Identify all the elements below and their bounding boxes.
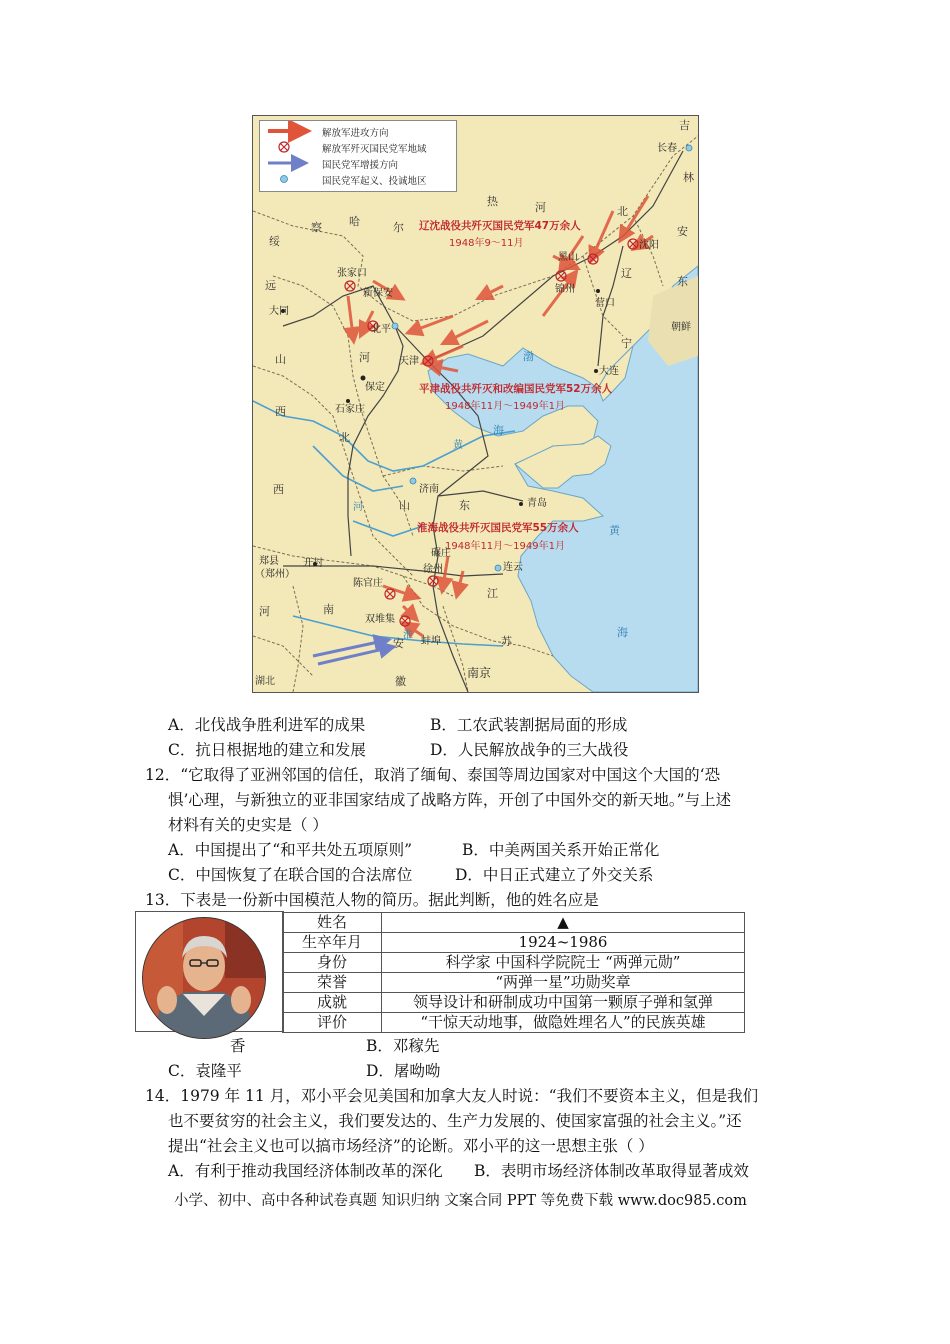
table-key: 评价 — [283, 1013, 382, 1033]
prov-shan: 山 — [275, 353, 286, 366]
prov-anhui-an: 安 — [393, 637, 404, 650]
table-row — [283, 973, 745, 993]
pingjin-campaign-dates: 1948年11月～1949年1月 — [445, 401, 565, 412]
sea-bohai-hai: 海 — [493, 424, 504, 437]
city-datong: 大同 — [269, 306, 289, 317]
prov-shandong-dong: 东 — [459, 499, 470, 512]
prov-henan-nan: 南 — [323, 603, 334, 616]
portrait-illustration — [143, 918, 265, 1038]
q14-option-a: A．有利于推动我国经济体制改革的深化 — [168, 1162, 443, 1180]
map-legend — [259, 120, 457, 192]
table-key: 姓名 — [283, 913, 382, 933]
prov-dong: 东 — [677, 275, 688, 288]
city-kaifeng: 开封 — [303, 558, 323, 569]
city-zhengzhou: （郑州） — [255, 569, 295, 580]
q12-stem-line1: 12．“它取得了亚洲邻国的信任，取消了缅甸、泰国等周边国家对中国这个大国的‘恐 — [145, 766, 721, 784]
table-value: 领导设计和研制成功中国第一颗原子弹和氢弹 — [382, 993, 745, 1013]
q13-option-a-fragment: 香 — [230, 1037, 246, 1055]
city-nanjing: 南京 — [467, 666, 492, 680]
river-huai: 淮 — [403, 630, 413, 641]
prov-bei: 北 — [617, 205, 628, 218]
prov-xi-2: 西 — [273, 483, 284, 496]
q12-option-a: A．中国提出了“和平共处五项原则” — [168, 841, 413, 859]
prov-yuan: 远 — [265, 279, 276, 292]
table-value: 1924~1986 — [382, 933, 745, 953]
q12-stem-line2: 惧’心理，与新独立的亚非国家结成了战略方阵，开创了中国外交的新天地。”与上述 — [168, 791, 732, 809]
q14-option-b: B．表明市场经济体制改革取得显著成效 — [474, 1162, 749, 1180]
river-huang: 黄 — [453, 440, 463, 451]
table-row — [283, 953, 745, 973]
prov-he: 河 — [535, 201, 546, 214]
q14-stem-line2: 也不要贫穷的社会主义，我们要发达的、生产力发展的、使国家富强的社会主义。”还 — [168, 1112, 742, 1130]
table-value: ▲ — [382, 913, 745, 933]
q12-option-d: D．中日正式建立了外交关系 — [455, 866, 654, 884]
q12-option-c: C．中国恢复了在联合国的合法席位 — [168, 866, 413, 884]
city-changchun: 长春 — [657, 143, 677, 154]
reinforcement-arrows — [313, 641, 388, 664]
prov-jiangsu-jiang: 江 — [487, 587, 498, 600]
q12-stem-line3: 材料有关的史实是（ ） — [168, 816, 328, 834]
city-shenyang: 沈阳 — [639, 240, 659, 251]
prov-hubei: 湖北 — [255, 676, 275, 687]
prov-liao: 辽 — [621, 267, 632, 280]
liaoshen-campaign-label: 辽沈战役共歼灭国民党军47万余人 — [419, 220, 581, 232]
city-qingdao: 青岛 — [527, 498, 547, 509]
q13-option-d: D．屠呦呦 — [366, 1062, 441, 1080]
city-xuzhou: 徐州 — [423, 564, 443, 575]
portrait-photo — [142, 917, 266, 1039]
table-key: 荣誉 — [283, 973, 382, 993]
country-korea: 朝鲜 — [671, 322, 691, 333]
pingjin-campaign-label: 平津战役共歼灭和改编国民党军52万余人 — [419, 383, 613, 395]
q11-option-a: A．北伐战争胜利进军的成果 — [168, 716, 366, 734]
prov-xi: 西 — [275, 405, 286, 418]
city-baoding: 保定 — [365, 382, 385, 393]
table-row — [283, 913, 745, 933]
table-value: “两弹一星”功勋奖章 — [382, 973, 745, 993]
sea-huanghai-hai: 海 — [617, 626, 628, 639]
city-dalian: 大连 — [599, 366, 619, 377]
prov-jiangsu-su: 苏 — [501, 635, 512, 648]
prov-hebei-he: 河 — [359, 351, 370, 364]
liberation-war-map — [252, 115, 699, 693]
city-beiping: 北平 — [371, 324, 391, 335]
huaihai-campaign-dates: 1948年11月～1949年1月 — [445, 541, 565, 552]
liaoshen-campaign-dates: 1948年9～11月 — [449, 238, 524, 249]
city-zhengxian: 郑县 — [259, 556, 279, 567]
table-key: 生卒年月 — [283, 933, 382, 953]
q14-stem-line1: 14．1979 年 11 月，邓小平会见美国和加拿大友人时说：“我们不要资本主义，但是我们 — [145, 1087, 759, 1105]
city-yingkou: 营口 — [595, 298, 615, 309]
city-bengbu: 蚌埠 — [421, 636, 441, 647]
legend-item-attack: 解放军进攻方向 — [322, 128, 389, 139]
prov-er: 尔 — [393, 221, 404, 234]
table-row — [283, 1013, 745, 1033]
city-shuangduiji: 双堆集 — [365, 614, 395, 625]
prov-ji: 吉 — [679, 119, 690, 132]
sea-bo: 渤 — [523, 350, 534, 363]
city-chenguanzhuang: 陈官庄 — [353, 578, 383, 589]
q11-option-c: C．抗日根据地的建立和发展 — [168, 741, 366, 759]
q13-option-b: B．邓稼先 — [366, 1037, 440, 1055]
legend-item-annihilation: 解放军歼灭国民党军地域 — [322, 144, 427, 155]
prov-lin: 林 — [683, 171, 694, 184]
river-he: 河 — [353, 502, 363, 513]
table-value: 科学家 中国科学院院士 “两弹元勋” — [382, 953, 745, 973]
city-jinan: 济南 — [419, 484, 439, 495]
prov-anhui-hui: 徽 — [395, 675, 406, 688]
prov-ha: 哈 — [349, 215, 360, 228]
q11-option-b: B．工农武装割据局面的形成 — [430, 716, 628, 734]
prov-shandong-shan: 山 — [399, 499, 410, 512]
q14-stem-line3: 提出“社会主义也可以搞市场经济”的论断。邓小平的这一思想主张（ ） — [168, 1137, 654, 1155]
city-xinbaoan: 新保安 — [363, 288, 393, 299]
prov-henan-he: 河 — [259, 605, 270, 618]
table-value: “干惊天动地事，做隐姓埋名人”的民族英雄 — [382, 1013, 745, 1033]
prov-sui: 绥 — [269, 235, 280, 248]
prov-an: 安 — [677, 225, 688, 238]
city-shijiazhuang: 石家庄 — [335, 404, 365, 415]
table-key: 成就 — [283, 993, 382, 1013]
city-tianjin: 天津 — [399, 356, 419, 367]
table-row — [283, 933, 745, 953]
page-footer: 小学、初中、高中各种试卷真题 知识归纳 文案合同 PPT 等免费下载 www.doc985.com — [174, 1193, 747, 1209]
bio-table — [282, 912, 745, 1033]
q11-option-d: D．人民解放战争的三大战役 — [430, 741, 629, 759]
prov-ning: 宁 — [621, 337, 632, 350]
city-lianyun: 连云 — [503, 562, 523, 573]
legend-item-reinforcement: 国民党军增援方向 — [322, 160, 399, 171]
prov-cha: 察 — [311, 221, 322, 234]
legend-symbols — [260, 121, 320, 191]
q12-option-b: B．中美两国关系开始正常化 — [462, 841, 660, 859]
prov-hebei-bei: 北 — [339, 431, 350, 444]
city-zhangjiakou: 张家口 — [337, 268, 367, 279]
prov-re: 热 — [487, 195, 498, 208]
city-heishan: 黑山 — [558, 252, 578, 263]
table-row — [283, 993, 745, 1013]
legend-item-surrender: 国民党军起义、投诚地区 — [322, 176, 427, 187]
huaihai-campaign-label: 淮海战役共歼灭国民党军55万余人 — [417, 522, 579, 534]
city-nianzhuang: 碾庄 — [431, 548, 451, 559]
q13-option-c: C．袁隆平 — [168, 1062, 242, 1080]
q13-stem: 13．下表是一份新中国模范人物的简历。据此判断，他的姓名应是 — [145, 891, 599, 909]
sea-huang: 黄 — [609, 524, 620, 537]
city-jinzhou: 锦州 — [555, 284, 575, 295]
table-key: 身份 — [283, 953, 382, 973]
